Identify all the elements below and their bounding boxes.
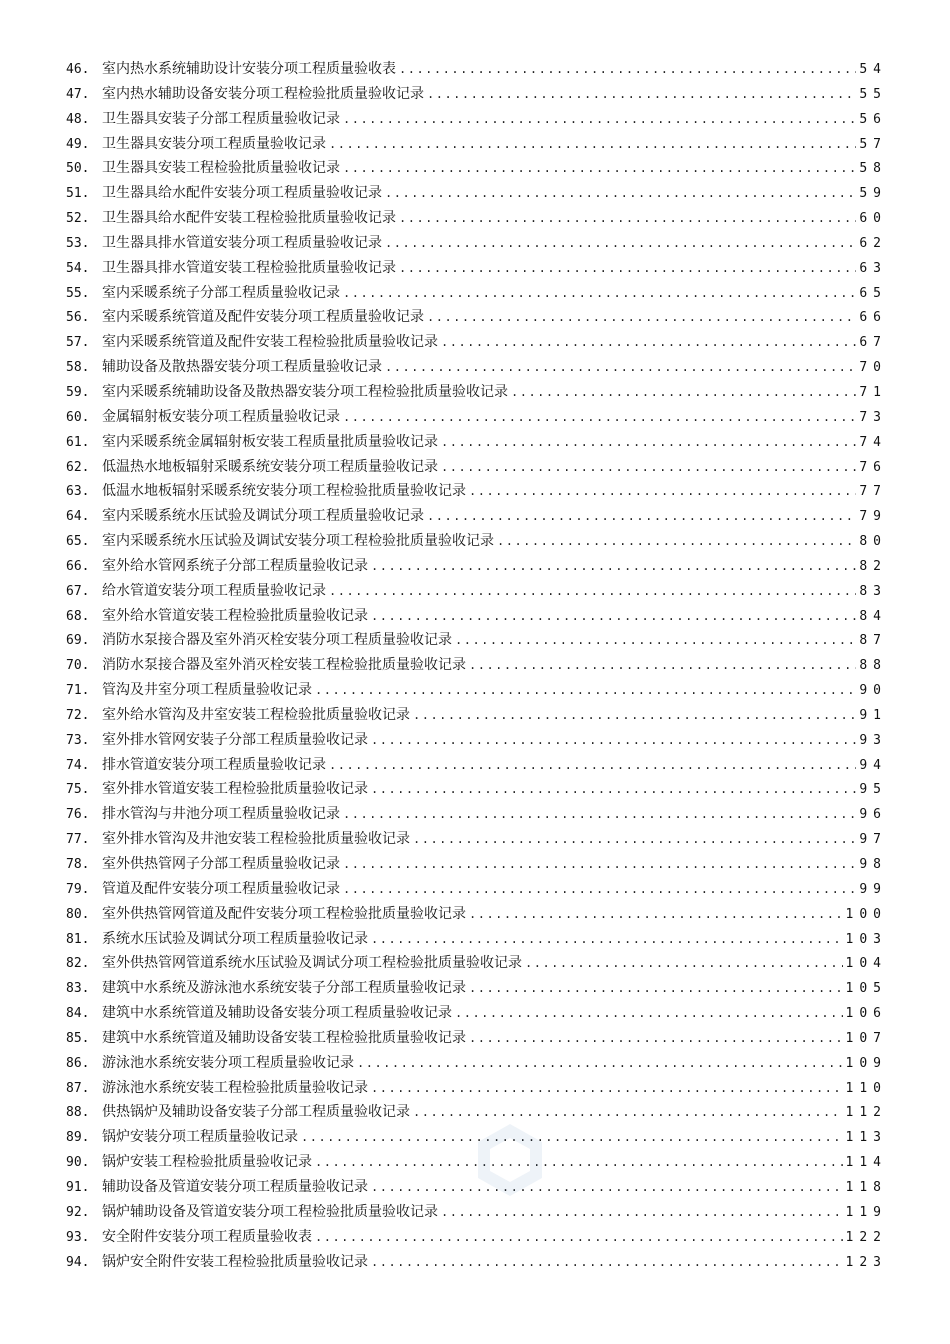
entry-title: 建筑中水系统管道及辅助设备安装分项工程质量验收记录 bbox=[102, 1005, 452, 1022]
toc-entry[interactable] bbox=[66, 82, 887, 107]
entry-title: 安全附件安装分项工程质量验收表 bbox=[102, 1228, 312, 1245]
entry-number: 55. bbox=[66, 285, 90, 301]
entry-title: 锅炉安装工程检验批质量验收记录 bbox=[102, 1154, 312, 1171]
toc-entry[interactable] bbox=[66, 653, 887, 678]
toc-entry[interactable] bbox=[66, 1051, 887, 1076]
page-number: 76 bbox=[859, 459, 887, 475]
entry-title: 消防水泵接合器及室外消灭栓安装工程检验批质量验收记录 bbox=[102, 657, 466, 674]
toc-entry[interactable] bbox=[66, 132, 887, 157]
page-number: 99 bbox=[859, 881, 887, 897]
entry-title: 室内采暖系统水压试验及调试分项工程质量验收记录 bbox=[102, 508, 424, 525]
page-number: 87 bbox=[859, 633, 887, 649]
entry-title: 室外排水管道安装工程检验批质量验收记录 bbox=[102, 781, 368, 798]
dot-leader bbox=[455, 628, 856, 653]
page-number: 62 bbox=[859, 235, 887, 251]
entry-title: 卫生器具给水配件安装工程检验批质量验收记录 bbox=[102, 210, 396, 227]
dot-leader bbox=[427, 305, 856, 330]
entry-title: 卫生器具安装子分部工程质量验收记录 bbox=[102, 110, 340, 127]
toc-entry[interactable] bbox=[66, 902, 887, 927]
dot-leader bbox=[399, 206, 856, 231]
entry-title: 游泳池水系统安装分项工程质量验收记录 bbox=[102, 1054, 354, 1071]
page-number: 54 bbox=[859, 62, 887, 77]
entry-title: 室内采暖系统子分部工程质量验收记录 bbox=[102, 284, 340, 301]
dot-leader bbox=[497, 529, 856, 554]
toc-entry[interactable] bbox=[66, 777, 887, 802]
page-number: 91 bbox=[859, 707, 887, 723]
toc-entry[interactable] bbox=[66, 380, 887, 405]
toc-entry[interactable] bbox=[66, 703, 887, 728]
entry-number: 56. bbox=[66, 310, 90, 326]
page-number: 113 bbox=[845, 1130, 887, 1146]
entry-title: 供热锅炉及辅助设备安装子分部工程质量验收记录 bbox=[102, 1104, 410, 1121]
page-number: 56 bbox=[859, 111, 887, 127]
entry-number: 71. bbox=[66, 683, 90, 699]
table-of-contents bbox=[66, 57, 887, 1274]
entry-number: 88. bbox=[66, 1105, 90, 1121]
toc-entry[interactable] bbox=[66, 678, 887, 703]
toc-entry[interactable] bbox=[66, 927, 887, 952]
entry-number: 78. bbox=[66, 857, 90, 872]
toc-entry[interactable] bbox=[66, 604, 887, 629]
page-number: 80 bbox=[859, 534, 887, 550]
entry-number: 84. bbox=[66, 1006, 90, 1022]
page-number: 98 bbox=[859, 857, 887, 872]
toc-entry[interactable] bbox=[66, 1225, 887, 1250]
dot-leader bbox=[343, 877, 856, 902]
entry-title: 建筑中水系统管道及辅助设备安装工程检验批质量验收记录 bbox=[102, 1029, 466, 1046]
entry-title: 卫生器具安装工程检验批质量验收记录 bbox=[102, 160, 340, 177]
dot-leader bbox=[441, 1200, 843, 1225]
entry-title: 建筑中水系统及游泳池水系统安装子分部工程质量验收记录 bbox=[102, 980, 466, 997]
dot-leader bbox=[343, 156, 856, 181]
entry-number: 46. bbox=[66, 62, 90, 77]
entry-title: 辅助设备及散热器安装分项工程质量验收记录 bbox=[102, 359, 382, 376]
page-number: 110 bbox=[845, 1080, 887, 1096]
entry-number: 53. bbox=[66, 235, 90, 251]
page-number: 88 bbox=[859, 658, 887, 674]
dot-leader bbox=[329, 753, 856, 778]
entry-number: 65. bbox=[66, 534, 90, 550]
entry-title: 锅炉辅助设备及管道安装分项工程检验批质量验收记录 bbox=[102, 1203, 438, 1220]
entry-number: 94. bbox=[66, 1254, 90, 1270]
entry-number: 51. bbox=[66, 186, 90, 202]
dot-leader bbox=[413, 703, 856, 728]
page-number: 109 bbox=[845, 1055, 887, 1071]
entry-number: 63. bbox=[66, 484, 90, 500]
toc-entry[interactable] bbox=[66, 181, 887, 206]
page-number: 94 bbox=[859, 757, 887, 773]
page-number: 90 bbox=[859, 683, 887, 699]
page-number: 57 bbox=[859, 136, 887, 152]
dot-leader bbox=[511, 380, 856, 405]
page-number: 73 bbox=[859, 409, 887, 425]
toc-entry[interactable] bbox=[66, 355, 887, 380]
entry-title: 消防水泵接合器及室外消灭栓安装分项工程质量验收记录 bbox=[102, 632, 452, 649]
entry-number: 47. bbox=[66, 86, 90, 102]
toc-entry[interactable] bbox=[66, 305, 887, 330]
entry-title: 卫生器具排水管道安装分项工程质量验收记录 bbox=[102, 234, 382, 251]
dot-leader bbox=[343, 852, 856, 877]
toc-entry[interactable] bbox=[66, 1200, 887, 1225]
dot-leader bbox=[525, 951, 843, 976]
entry-title: 卫生器具排水管道安装工程检验批质量验收记录 bbox=[102, 259, 396, 276]
toc-entry[interactable] bbox=[66, 1076, 887, 1101]
entry-number: 58. bbox=[66, 360, 90, 376]
entry-title: 室外给水管网系统子分部工程质量验收记录 bbox=[102, 557, 368, 574]
entry-number: 69. bbox=[66, 633, 90, 649]
page-number: 93 bbox=[859, 732, 887, 748]
entry-number: 90. bbox=[66, 1155, 90, 1171]
dot-leader bbox=[469, 653, 856, 678]
dot-leader bbox=[413, 1100, 843, 1125]
page-number: 118 bbox=[845, 1179, 887, 1195]
dot-leader bbox=[413, 827, 856, 852]
toc-entry[interactable] bbox=[66, 107, 887, 132]
toc-entry[interactable] bbox=[66, 231, 887, 256]
toc-entry[interactable] bbox=[66, 405, 887, 430]
dot-leader bbox=[469, 479, 856, 504]
entry-number: 57. bbox=[66, 335, 90, 351]
entry-title: 管沟及井室分项工程质量验收记录 bbox=[102, 682, 312, 699]
page-number: 104 bbox=[845, 956, 887, 972]
entry-number: 52. bbox=[66, 211, 90, 227]
dot-leader bbox=[371, 1175, 843, 1200]
dot-leader bbox=[343, 405, 856, 430]
entry-title: 卫生器具给水配件安装分项工程质量验收记录 bbox=[102, 185, 382, 202]
toc-entry[interactable] bbox=[66, 529, 887, 554]
dot-leader bbox=[427, 504, 856, 529]
dot-leader bbox=[469, 1026, 843, 1051]
dot-leader bbox=[301, 1125, 843, 1150]
entry-title: 室外供热管网子分部工程质量验收记录 bbox=[102, 856, 340, 872]
page-number: 71 bbox=[859, 384, 887, 400]
toc-entry[interactable] bbox=[66, 753, 887, 778]
dot-leader bbox=[329, 132, 856, 157]
entry-title: 室内采暖系统辅助设备及散热器安装分项工程检验批质量验收记录 bbox=[102, 383, 508, 400]
entry-title: 低温热水地板辐射采暖系统安装分项工程质量验收记录 bbox=[102, 458, 438, 475]
entry-title: 室内采暖系统金属辐射板安装工程质量批质量验收记录 bbox=[102, 433, 438, 450]
page-number: 112 bbox=[845, 1105, 887, 1121]
dot-leader bbox=[427, 82, 856, 107]
dot-leader bbox=[371, 554, 856, 579]
toc-entry[interactable] bbox=[66, 281, 887, 306]
entry-number: 73. bbox=[66, 732, 90, 748]
toc-entry[interactable] bbox=[66, 1026, 887, 1051]
entry-title: 排水管沟与井池分项工程质量验收记录 bbox=[102, 806, 340, 823]
entry-number: 62. bbox=[66, 459, 90, 475]
toc-entry[interactable] bbox=[66, 1250, 887, 1275]
entry-title: 游泳池水系统安装工程检验批质量验收记录 bbox=[102, 1079, 368, 1096]
entry-number: 64. bbox=[66, 509, 90, 525]
toc-entry[interactable] bbox=[66, 256, 887, 281]
page-number: 55 bbox=[859, 86, 887, 102]
entry-number: 81. bbox=[66, 931, 90, 947]
dot-leader bbox=[371, 777, 856, 802]
page-number: 107 bbox=[845, 1030, 887, 1046]
entry-number: 50. bbox=[66, 161, 90, 177]
dot-leader bbox=[385, 181, 856, 206]
toc-entry[interactable] bbox=[66, 330, 887, 355]
toc-entry[interactable] bbox=[66, 628, 887, 653]
toc-entry[interactable] bbox=[66, 877, 887, 902]
page-number: 103 bbox=[845, 931, 887, 947]
toc-entry[interactable] bbox=[66, 1150, 887, 1175]
entry-number: 89. bbox=[66, 1130, 90, 1146]
dot-leader bbox=[315, 1225, 843, 1250]
entry-title: 室内热水系统辅助设计安装分项工程质量验收表 bbox=[102, 61, 396, 77]
entry-number: 49. bbox=[66, 136, 90, 152]
entry-title: 室内采暖系统水压试验及调试安装分项工程检验批质量验收记录 bbox=[102, 533, 494, 550]
toc-entry[interactable] bbox=[66, 206, 887, 231]
dot-leader bbox=[469, 902, 843, 927]
toc-entry[interactable] bbox=[66, 1175, 887, 1200]
dot-leader bbox=[329, 579, 856, 604]
entry-number: 79. bbox=[66, 881, 90, 897]
entry-title: 室外排水管网安装子分部工程质量验收记录 bbox=[102, 731, 368, 748]
entry-number: 60. bbox=[66, 409, 90, 425]
entry-title: 室内采暖系统管道及配件安装工程检验批质量验收记录 bbox=[102, 334, 438, 351]
entry-number: 54. bbox=[66, 260, 90, 276]
dot-leader bbox=[455, 1001, 843, 1026]
toc-entry[interactable] bbox=[66, 430, 887, 455]
entry-number: 86. bbox=[66, 1055, 90, 1071]
dot-leader bbox=[371, 1076, 843, 1101]
dot-leader bbox=[371, 927, 843, 952]
entry-number: 48. bbox=[66, 111, 90, 127]
page-number: 77 bbox=[859, 484, 887, 500]
dot-leader bbox=[469, 976, 843, 1001]
toc-entry[interactable] bbox=[66, 579, 887, 604]
entry-title: 系统水压试验及调试分项工程质量验收记录 bbox=[102, 930, 368, 947]
toc-entry[interactable] bbox=[66, 1125, 887, 1150]
entry-number: 75. bbox=[66, 782, 90, 798]
entry-title: 辅助设备及管道安装分项工程质量验收记录 bbox=[102, 1178, 368, 1195]
dot-leader bbox=[315, 1150, 843, 1175]
toc-entry[interactable] bbox=[66, 156, 887, 181]
entry-number: 87. bbox=[66, 1080, 90, 1096]
page-number: 59 bbox=[859, 186, 887, 202]
page-number: 60 bbox=[859, 211, 887, 227]
dot-leader bbox=[399, 57, 856, 82]
page-number: 95 bbox=[859, 782, 887, 798]
dot-leader bbox=[371, 728, 856, 753]
page-number: 63 bbox=[859, 260, 887, 276]
page-number: 122 bbox=[845, 1229, 887, 1245]
page-number: 105 bbox=[845, 981, 887, 997]
entry-title: 卫生器具安装分项工程质量验收记录 bbox=[102, 135, 326, 152]
entry-title: 室外给水管道安装工程检验批质量验收记录 bbox=[102, 607, 368, 624]
dot-leader bbox=[371, 604, 856, 629]
page-number: 97 bbox=[859, 832, 887, 848]
entry-number: 66. bbox=[66, 558, 90, 574]
dot-leader bbox=[399, 256, 856, 281]
entry-title: 室内采暖系统管道及配件安装分项工程质量验收记录 bbox=[102, 309, 424, 326]
dot-leader bbox=[441, 430, 856, 455]
entry-number: 61. bbox=[66, 434, 90, 450]
toc-entry[interactable] bbox=[66, 554, 887, 579]
toc-entry[interactable] bbox=[66, 852, 887, 877]
dot-leader bbox=[385, 355, 856, 380]
dot-leader bbox=[357, 1051, 843, 1076]
entry-title: 管道及配件安装分项工程质量验收记录 bbox=[102, 880, 340, 897]
toc-entry[interactable] bbox=[66, 1100, 887, 1125]
toc-entry[interactable] bbox=[66, 802, 887, 827]
toc-entry[interactable] bbox=[66, 504, 887, 529]
entry-title: 室外供热管网管道系统水压试验及调试分项工程检验批质量验收记录 bbox=[102, 955, 522, 972]
page-number: 79 bbox=[859, 509, 887, 525]
entry-number: 91. bbox=[66, 1179, 90, 1195]
dot-leader bbox=[343, 281, 856, 306]
toc-entry[interactable] bbox=[66, 57, 887, 82]
page-number: 96 bbox=[859, 807, 887, 823]
entry-number: 67. bbox=[66, 583, 90, 599]
entry-number: 83. bbox=[66, 981, 90, 997]
entry-title: 给水管道安装分项工程质量验收记录 bbox=[102, 582, 326, 599]
page-number: 67 bbox=[859, 335, 887, 351]
page-number: 106 bbox=[845, 1006, 887, 1022]
entry-title: 金属辐射板安装分项工程质量验收记录 bbox=[102, 408, 340, 425]
dot-leader bbox=[371, 1250, 843, 1275]
entry-title: 室外排水管沟及井池安装工程检验批质量验收记录 bbox=[102, 831, 410, 848]
dot-leader bbox=[343, 107, 856, 132]
entry-number: 93. bbox=[66, 1229, 90, 1245]
page-number: 123 bbox=[845, 1254, 887, 1270]
page-number: 114 bbox=[845, 1155, 887, 1171]
dot-leader bbox=[315, 678, 856, 703]
toc-entry[interactable] bbox=[66, 1001, 887, 1026]
page-number: 83 bbox=[859, 583, 887, 599]
entry-title: 室外给水管沟及井室安装工程检验批质量验收记录 bbox=[102, 706, 410, 723]
dot-leader bbox=[385, 231, 856, 256]
entry-title: 排水管道安装分项工程质量验收记录 bbox=[102, 756, 326, 773]
toc-entry[interactable] bbox=[66, 728, 887, 753]
entry-number: 68. bbox=[66, 608, 90, 624]
toc-entry[interactable] bbox=[66, 455, 887, 480]
entry-number: 72. bbox=[66, 707, 90, 723]
entry-title: 室外供热管网管道及配件安装分项工程检验批质量验收记录 bbox=[102, 905, 466, 922]
entry-number: 82. bbox=[66, 956, 90, 972]
page-number: 65 bbox=[859, 285, 887, 301]
entry-number: 76. bbox=[66, 807, 90, 823]
entry-title: 锅炉安装分项工程质量验收记录 bbox=[102, 1129, 298, 1146]
page-number: 66 bbox=[859, 310, 887, 326]
entry-number: 80. bbox=[66, 906, 90, 922]
dot-leader bbox=[343, 802, 856, 827]
dot-leader bbox=[441, 330, 856, 355]
entry-title: 锅炉安全附件安装工程检验批质量验收记录 bbox=[102, 1253, 368, 1270]
entry-number: 85. bbox=[66, 1030, 90, 1046]
entry-number: 59. bbox=[66, 384, 90, 400]
page-number: 82 bbox=[859, 558, 887, 574]
toc-entry[interactable] bbox=[66, 479, 887, 504]
entry-title: 低温水地板辐射采暖系统安装分项工程检验批质量验收记录 bbox=[102, 483, 466, 500]
entry-title: 室内热水辅助设备安装分项工程检验批质量验收记录 bbox=[102, 85, 424, 102]
page-number: 74 bbox=[859, 434, 887, 450]
dot-leader bbox=[441, 455, 856, 480]
entry-number: 70. bbox=[66, 658, 90, 674]
entry-number: 77. bbox=[66, 832, 90, 848]
page-number: 70 bbox=[859, 360, 887, 376]
page-number: 119 bbox=[845, 1204, 887, 1220]
entry-number: 92. bbox=[66, 1204, 90, 1220]
page-number: 84 bbox=[859, 608, 887, 624]
page-number: 100 bbox=[845, 906, 887, 922]
toc-entry[interactable] bbox=[66, 976, 887, 1001]
page-number: 58 bbox=[859, 161, 887, 177]
toc-entry[interactable] bbox=[66, 951, 887, 976]
entry-number: 74. bbox=[66, 757, 90, 773]
toc-entry[interactable] bbox=[66, 827, 887, 852]
